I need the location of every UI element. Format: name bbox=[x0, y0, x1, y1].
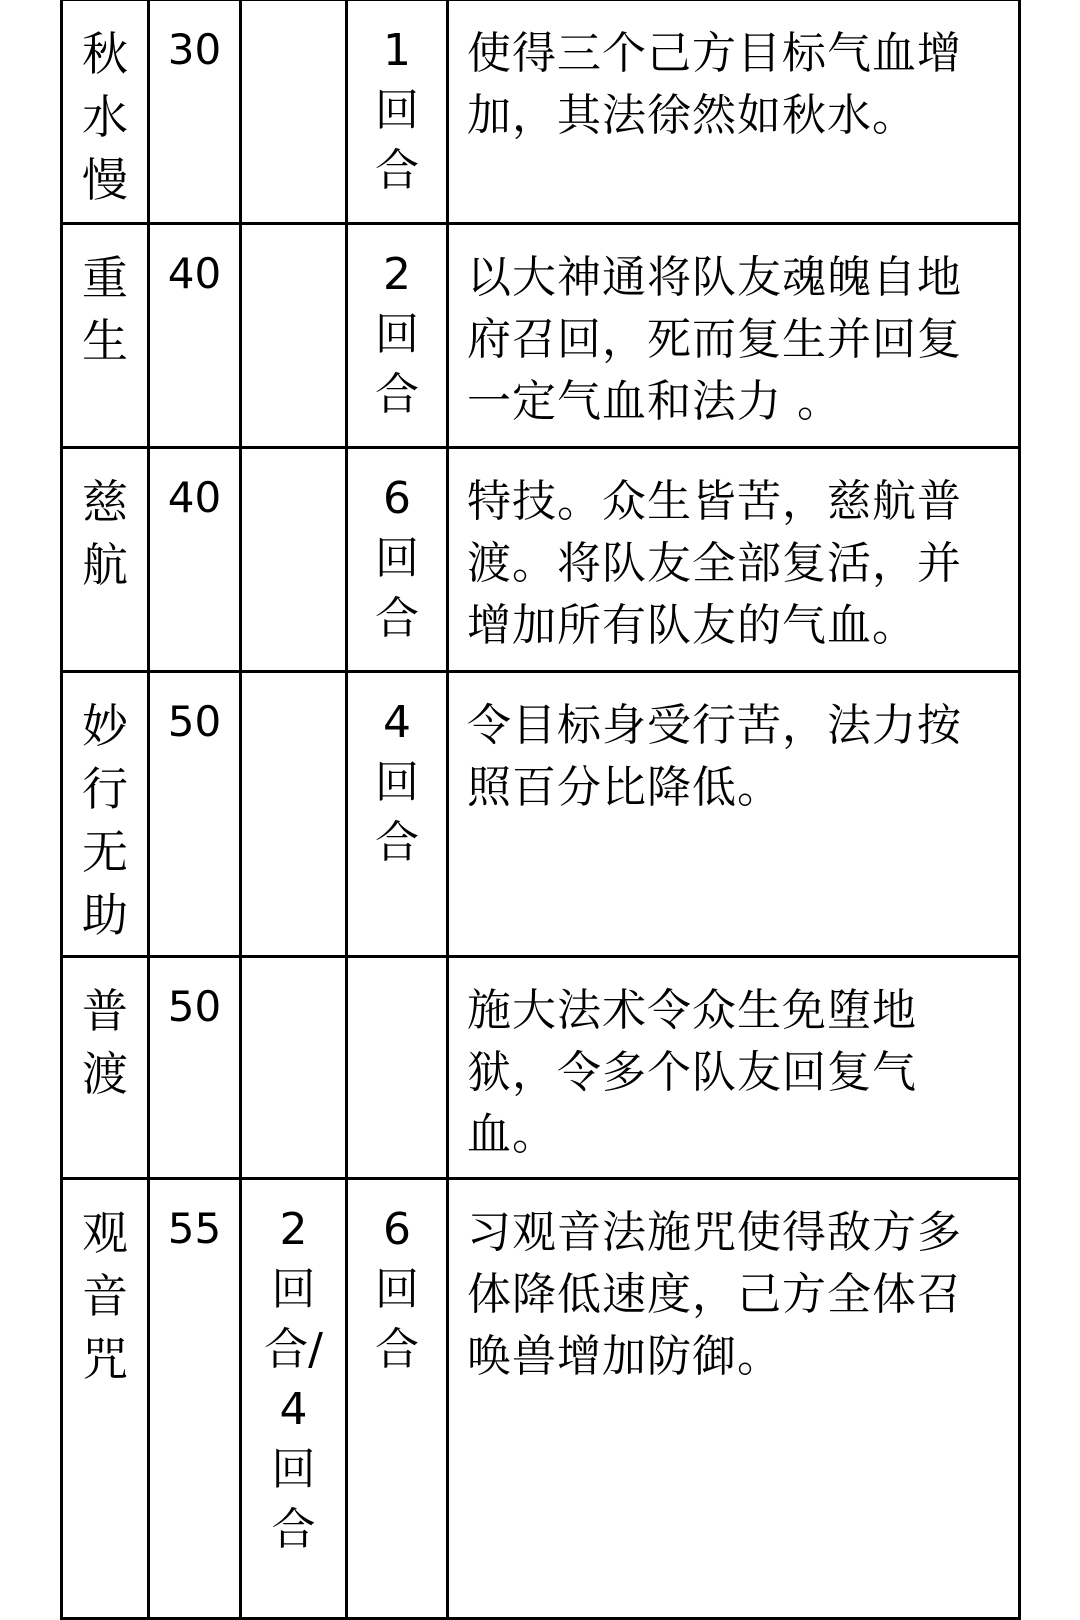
description-line: 唤兽增加防御。 bbox=[467, 1331, 782, 1382]
duration-a-part: 回 bbox=[271, 1264, 316, 1315]
skill-name-char: 秋 bbox=[82, 27, 128, 81]
description-line: 施大法术令众生免堕地 bbox=[467, 985, 917, 1036]
skill-name-cell bbox=[62, 957, 149, 1179]
skill-level-cell: 40 bbox=[149, 224, 241, 448]
skill-name-char: 咒 bbox=[82, 1332, 128, 1386]
description-line: 府召回，死而复生并回复 bbox=[467, 314, 962, 365]
duration-b-cell bbox=[347, 957, 448, 1179]
skill-name-char: 慢 bbox=[82, 153, 128, 207]
duration-a-cell bbox=[241, 672, 347, 957]
description-line: 加，其法徐然如秋水。 bbox=[467, 90, 917, 141]
skill-name-char: 音 bbox=[82, 1269, 128, 1323]
duration-a-part: 2 bbox=[279, 1204, 308, 1255]
skill-description-cell bbox=[448, 224, 1020, 448]
skill-name-cell bbox=[62, 672, 149, 957]
duration-a-part: 合/ bbox=[264, 1324, 323, 1375]
duration-b-cell bbox=[347, 448, 448, 672]
duration-a-cell bbox=[241, 0, 347, 224]
skill-description-cell bbox=[448, 1179, 1020, 1619]
skill-level-cell: 50 bbox=[149, 672, 241, 957]
skill-table bbox=[60, 0, 1021, 1620]
skill-name-cell bbox=[62, 0, 149, 224]
duration-a-cell bbox=[241, 957, 347, 1179]
duration-b-cell bbox=[347, 672, 448, 957]
description-line: 令目标身受行苦，法力按 bbox=[467, 700, 962, 751]
table-body bbox=[62, 0, 1020, 1619]
description-line: 习观音法施咒使得敌方多 bbox=[467, 1207, 962, 1258]
table-row bbox=[62, 448, 1020, 672]
table-row bbox=[62, 672, 1020, 957]
duration-b-part: 合 bbox=[375, 593, 419, 644]
skill-description-cell bbox=[448, 448, 1020, 672]
skill-name-char: 行 bbox=[82, 762, 128, 816]
skill-level-cell: 55 bbox=[149, 1179, 241, 1619]
description-line: 一定气血和法力 。 bbox=[467, 376, 842, 427]
duration-b-part: 合 bbox=[375, 369, 419, 420]
duration-a-cell bbox=[241, 1179, 347, 1619]
duration-b-part: 回 bbox=[375, 533, 419, 584]
duration-a-part: 合 bbox=[271, 1504, 316, 1555]
duration-b-part: 回 bbox=[375, 1264, 419, 1315]
table-row bbox=[62, 0, 1020, 224]
skill-name-char: 妙 bbox=[82, 699, 128, 753]
description-line: 使得三个己方目标气血增 bbox=[467, 28, 962, 79]
duration-b-cell bbox=[347, 1179, 448, 1619]
duration-b-part: 1 bbox=[383, 25, 411, 76]
skill-name-char: 观 bbox=[82, 1206, 128, 1260]
description-line: 血。 bbox=[467, 1109, 557, 1160]
duration-b-part: 回 bbox=[375, 85, 419, 136]
skill-description-cell bbox=[448, 0, 1020, 224]
description-line: 以大神通将队友魂魄自地 bbox=[467, 252, 962, 303]
skill-name-cell bbox=[62, 224, 149, 448]
skill-level-cell: 40 bbox=[149, 448, 241, 672]
skill-description-cell bbox=[448, 957, 1020, 1179]
table-row bbox=[62, 957, 1020, 1179]
skill-name-cell bbox=[62, 448, 149, 672]
skill-name-char: 航 bbox=[82, 538, 128, 592]
duration-b-cell bbox=[347, 0, 448, 224]
skill-name-char: 重 bbox=[82, 251, 128, 305]
duration-b-part: 6 bbox=[383, 1204, 411, 1255]
duration-b-part: 4 bbox=[383, 697, 411, 748]
table-row bbox=[62, 224, 1020, 448]
duration-b-part: 6 bbox=[383, 473, 411, 524]
duration-b-part: 合 bbox=[375, 145, 419, 196]
duration-a-cell bbox=[241, 224, 347, 448]
table-row bbox=[62, 1179, 1020, 1619]
skill-name-char: 无 bbox=[82, 825, 128, 879]
skill-name-char: 渡 bbox=[82, 1047, 128, 1101]
duration-b-part: 合 bbox=[375, 1324, 419, 1375]
skill-name-char: 普 bbox=[82, 984, 128, 1038]
duration-a-cell bbox=[241, 448, 347, 672]
description-line: 增加所有队友的气血。 bbox=[467, 600, 917, 651]
description-line: 狱，令多个队友回复气 bbox=[467, 1047, 917, 1098]
duration-a-part: 4 bbox=[279, 1384, 308, 1435]
skill-name-cell bbox=[62, 1179, 149, 1619]
skill-name-char: 生 bbox=[82, 314, 128, 368]
duration-b-cell bbox=[347, 224, 448, 448]
skill-name-char: 水 bbox=[82, 90, 128, 144]
skill-name-char: 助 bbox=[82, 888, 128, 942]
duration-b-part: 合 bbox=[375, 817, 419, 868]
skill-name-char: 慈 bbox=[82, 475, 128, 529]
duration-b-part: 回 bbox=[375, 757, 419, 808]
skill-description-cell bbox=[448, 672, 1020, 957]
description-line: 特技。众生皆苦，慈航普 bbox=[467, 476, 962, 527]
description-line: 照百分比降低。 bbox=[467, 762, 782, 813]
duration-b-part: 2 bbox=[383, 249, 411, 300]
description-line: 体降低速度，己方全体召 bbox=[467, 1269, 962, 1320]
description-line: 渡。将队友全部复活，并 bbox=[467, 538, 962, 589]
skill-level-cell: 30 bbox=[149, 0, 241, 224]
duration-b-part: 回 bbox=[375, 309, 419, 360]
skill-level-cell: 50 bbox=[149, 957, 241, 1179]
duration-a-part: 回 bbox=[271, 1444, 316, 1495]
